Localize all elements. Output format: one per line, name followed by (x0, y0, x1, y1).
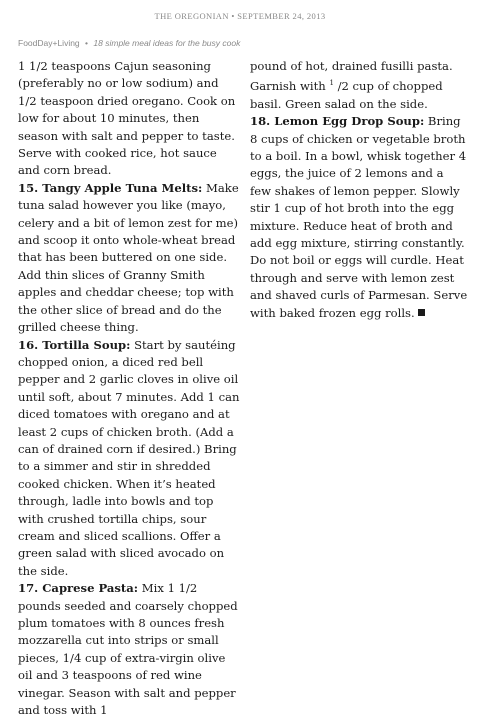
story-title: 18 simple meal ideas for the busy cook (93, 38, 241, 48)
recipe-title: 18. Lemon Egg Drop Soup: (250, 114, 425, 129)
recipe-body: Make tuna salad however you like (mayo, celery and a bit of lemon zest for me) and scoop it onto whole-wheat bread that has been buttered on one side. Add thin slices of Granny Smith apples and cheddar cheese; top with the other slice of bread and do the grilled cheese thing. (18, 180, 239, 335)
garnish-paragraph (250, 78, 468, 113)
breadcrumb-separator: • (85, 38, 89, 48)
recipe-body: Mix 1 1/2 pounds seeded and coarsely chopped plum tomatoes with 8 ounces fresh mozzarella cut into strips or small pieces, 1/4 cup of extra-virgin olive oil and 3 teaspoons of red wine vinegar. Season with salt and pepper and toss with 1 (18, 581, 238, 718)
breadcrumb (18, 38, 240, 48)
fraction-numerator: 1 (329, 79, 334, 88)
recipe-item (250, 113, 468, 322)
recipe-title: 15. Tangy Apple Tuna Melts: (18, 180, 203, 195)
intro-paragraph: 1 1/2 teaspoons Cajun seasoning (preferably no or low sodium) and 1/2 teaspoon dried oregano. Cook on low for about 10 minutes, then season with salt and pepper to taste. Serve with cooked rice, hot sauce and corn bread. (18, 59, 236, 178)
recipe-title: 17. Caprese Pasta: (18, 581, 139, 596)
recipe-body: Start by sautéing chopped onion, a diced red bell pepper and 2 garlic cloves in olive oil until soft, about 7 minutes. Add 1 can diced tomatoes with oregano and at least 2 cups of chicken broth. (Add a can of drained corn if desired.) Bring to a simmer and stir in shredded cooked chicken. When it’s heated through, ladle into bowls and top with crushed tortilla chips, sour cream and sliced scallions. Offer a green salad with sliced avocado on the side. (18, 337, 240, 578)
article-column-right (250, 58, 468, 322)
recipe-item (18, 180, 240, 337)
continued-paragraph: pound of hot, drained fusilli pasta. (250, 59, 453, 73)
article-column-left (18, 58, 240, 719)
masthead: THE OREGONIAN • SEPTEMBER 24, 2013 (154, 11, 326, 21)
end-of-story-mark (418, 309, 425, 316)
recipe-body: Bring 8 cups of chicken or vegetable broth to a boil. In a bowl, whisk together 4 eggs, the juice of 2 lemons and a few shakes of lemon pepper. Slowly stir 1 cup of hot broth into the egg mixture. Reduce heat of broth and add egg mixture, stirring constantly. Do not boil or eggs will curdle. Heat through and serve with lemon zest and shaved curls of Parmesan. Serve with baked frozen egg rolls. (250, 114, 468, 320)
garnish-suffix: /2 cup of chopped basil. Green salad on the side. (250, 79, 443, 111)
recipe-item (18, 337, 240, 581)
recipe-title: 16. Tortilla Soup: (18, 337, 131, 352)
section-link[interactable]: FoodDay+Living (18, 38, 80, 48)
recipe-item (18, 580, 240, 719)
garnish-prefix: Garnish with (250, 79, 330, 94)
